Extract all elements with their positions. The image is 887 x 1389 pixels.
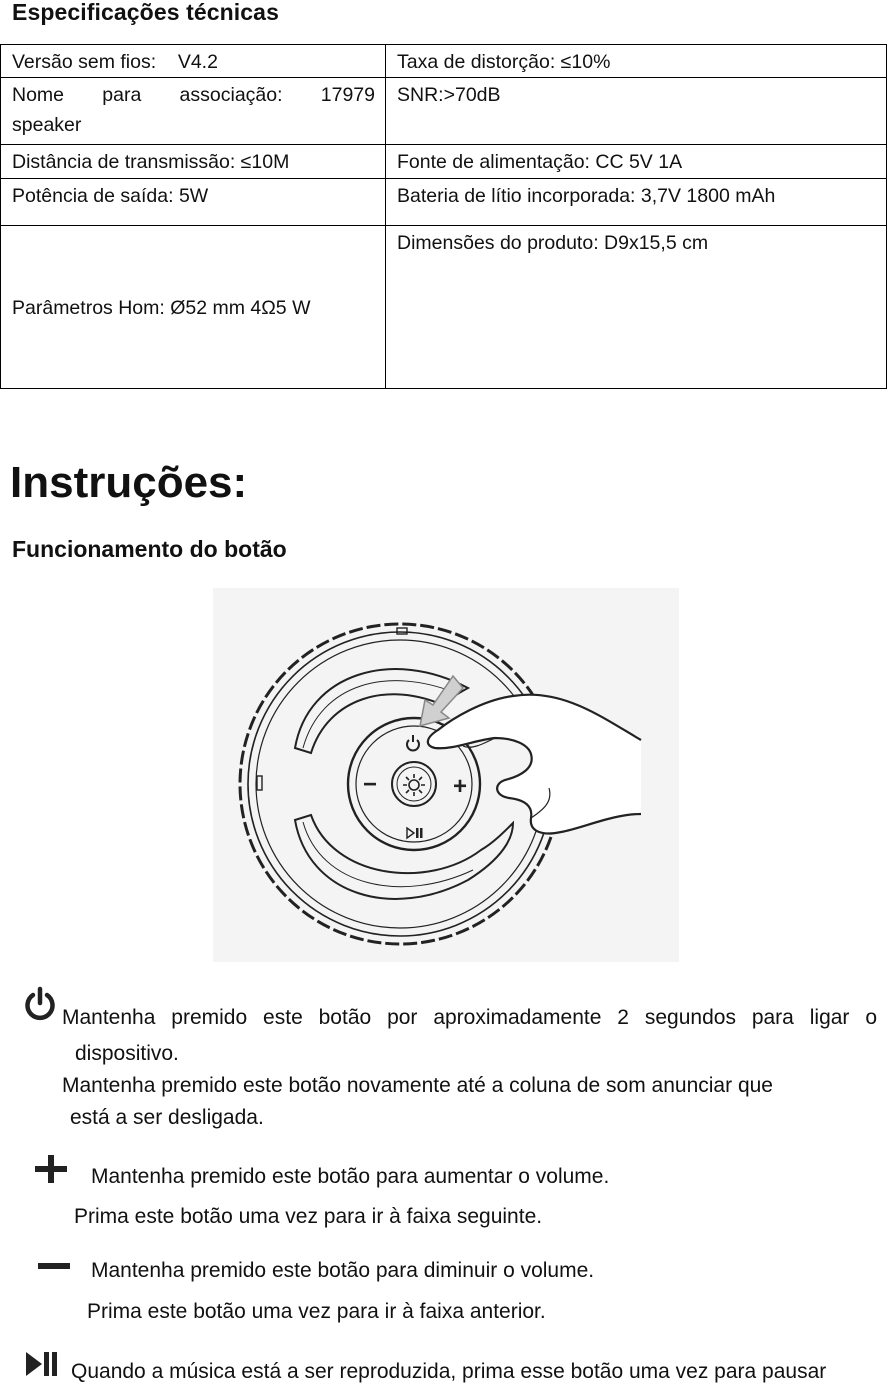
table-row xyxy=(1,226,887,389)
table-row xyxy=(1,78,887,145)
table-row xyxy=(1,45,887,78)
table-cell: Potência de saída: 5W xyxy=(1,179,386,226)
minus-text-line: Prima este botão uma vez para ir à faixa anterior. xyxy=(87,1300,546,1323)
power-text-line: Mantenha premido este botão por aproximadamente 2 segundos para ligar o xyxy=(62,1006,877,1029)
specs-table xyxy=(0,44,887,389)
table-cell xyxy=(1,78,386,145)
playpause-text-line: Quando a música está a ser reproduzida, prima esse botão uma vez para pausar xyxy=(71,1360,827,1383)
power-text-line: está a ser desligada. xyxy=(70,1106,264,1129)
power-text-line: dispositivo. xyxy=(75,1042,179,1065)
plus-text-line: Mantenha premido este botão para aumentar o volume. xyxy=(91,1165,610,1188)
power-icon xyxy=(22,986,58,1022)
plus-label: + xyxy=(453,773,468,800)
instructions-subtitle: Funcionamento do botão xyxy=(12,536,287,562)
table-cell: Bateria de lítio incorporada: 3,7V 1800 mAh xyxy=(386,179,887,226)
power-text-line: Mantenha premido este botão novamente até a coluna de som anunciar que xyxy=(62,1074,773,1097)
minus-label: − xyxy=(363,771,378,798)
table-cell: Fonte de alimentação: CC 5V 1A xyxy=(386,145,887,179)
table-cell: Versão sem fios: V4.2 xyxy=(1,45,386,78)
table-cell-text: Nome para associação: 17979 xyxy=(12,84,375,106)
minus-text-line: Mantenha premido este botão para diminuir o volume. xyxy=(91,1259,595,1282)
table-cell: Parâmetros Hom: Ø52 mm 4Ω5 W xyxy=(1,226,386,389)
plus-icon xyxy=(33,1153,69,1185)
table-cell: SNR:>70dB xyxy=(386,78,887,145)
plus-text-line: Prima este botão uma vez para ir à faixa seguinte. xyxy=(74,1205,543,1228)
table-row xyxy=(1,179,887,226)
table-cell-text-cont: speaker xyxy=(12,114,82,136)
table-row xyxy=(1,145,887,179)
table-cell: Distância de transmissão: ≤10M xyxy=(1,145,386,179)
table-cell: Dimensões do produto: D9x15,5 cm xyxy=(386,226,887,389)
speaker-illustration xyxy=(213,588,679,962)
speaker-drawing xyxy=(213,588,679,962)
specs-heading: Especificações técnicas xyxy=(12,0,279,25)
minus-icon xyxy=(36,1259,72,1273)
play-pause-icon xyxy=(24,1350,60,1378)
table-cell: Taxa de distorção: ≤10% xyxy=(386,45,887,78)
instructions-title: Instruções: xyxy=(10,458,248,507)
